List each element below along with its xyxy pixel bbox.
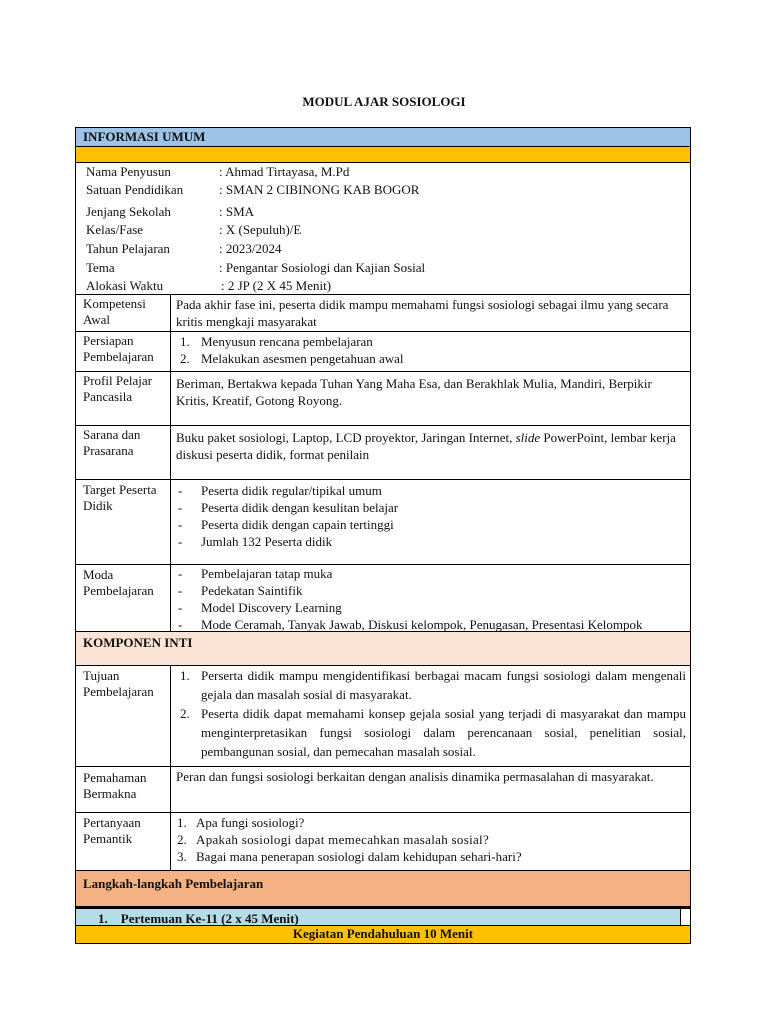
moda-label: Moda Pembelajaran	[76, 565, 171, 631]
persiapan-item: Menyusun rencana pembelajaran	[201, 334, 373, 349]
list-item: 2. Peserta didik dapat memahami konsep gejala sosial yang terjadi di masyarakat dan mampu menginterpretasikan fungsi sosiologi dalam perencanaan sosial, penelitian sosial, pembangunan sosial, dan pemecahan masalah sosial.	[180, 706, 686, 759]
field-value: : SMAN 2 CIBINONG KAB BOGOR	[219, 182, 420, 197]
list-item: 3. Bagai mana penerapan sosiologi dalam kehidupan sehari-hari?	[177, 849, 522, 864]
target-label: Target Peserta Didik	[76, 480, 171, 564]
pertemuan-cell	[76, 909, 681, 925]
field-value: : Ahmad Tirtayasa, M.Pd	[219, 164, 350, 179]
moda-content	[171, 565, 690, 631]
field-value: : 2 JP (2 X 45 Menit)	[221, 278, 332, 293]
profil-label: Profil Pelajar Pancasila	[76, 372, 171, 425]
list-item: 1. Apa fungi sosiologi?	[177, 815, 305, 830]
module-table	[75, 127, 691, 944]
sarana-row	[76, 426, 690, 480]
sarana-text	[171, 426, 690, 479]
field-label: Jenjang Sekolah	[86, 204, 171, 219]
moda-item: Mode Ceramah, Tanyak Jawab, Diskusi kelompok, Penugasan, Presentasi Kelompok	[201, 617, 643, 632]
sarana-text-b: PowerPoint, lembar kerja diskusi peserta didik, format penilain	[176, 430, 676, 462]
list-item: - Mode Ceramah, Tanyak Jawab, Diskusi kelompok, Penugasan, Presentasi Kelompok	[178, 617, 643, 632]
tujuan-item: Perserta didik mampu mengidentifikasi berbagai macam fungsi sosiologi dalam mengenali gejala dan masalah sosial di masyarakat.	[201, 668, 686, 702]
komponen-inti-heading: KOMPONEN INTI	[83, 635, 193, 650]
pertanyaan-item: Bagai mana penerapan sosiologi dalam kehidupan sehari-hari?	[196, 849, 522, 864]
persiapan-list	[176, 333, 686, 367]
kompetensi-awal-text: Pada akhir fase ini, peserta didik mampu memahami fungsi sosiologi sebagai ilmu yang secara kritis mengkaji masyarakat	[176, 297, 669, 329]
persiapan-item: Melakukan asesmen pengetahuan awal	[201, 351, 404, 366]
target-item: Peserta didik regular/tipikal umum	[201, 483, 382, 498]
kompetensi-awal-row	[76, 295, 690, 332]
list-item: - Peserta didik dengan capain tertinggi	[178, 517, 394, 532]
pertanyaan-list	[176, 814, 686, 865]
informasi-umum-fields	[76, 163, 690, 295]
list-item: 2. Apakah sosiologi dapat memecahkan masalah sosial?	[177, 832, 490, 847]
field-label: Nama Penyusun	[86, 164, 171, 179]
pertanyaan-row	[76, 813, 690, 871]
field-value: : SMA	[219, 204, 255, 219]
field-value: : Pengantar Sosiologi dan Kajian Sosial	[219, 260, 426, 275]
list-item: - Model Discovery Learning	[178, 600, 342, 615]
kegiatan-text: Kegiatan Pendahuluan 10 Menit	[292, 926, 474, 941]
list-item: 2. Melakukan asesmen pengetahuan awal	[180, 351, 404, 366]
moda-row	[76, 565, 690, 632]
list-item: - Peserta didik regular/tipikal umum	[178, 483, 382, 498]
target-item: Peserta didik dengan kesulitan belajar	[201, 500, 399, 515]
pemahaman-row	[76, 767, 690, 813]
kompetensi-awal-label: Kompetensi Awal	[76, 295, 171, 331]
informasi-umum-header	[76, 128, 690, 147]
target-list	[176, 482, 686, 550]
moda-item: Pedekatan Saintifik	[201, 583, 303, 598]
moda-list	[176, 565, 686, 633]
pertemuan-text: Pertemuan Ke-11 (2 x 45 Menit)	[120, 911, 299, 926]
persiapan-content	[171, 332, 690, 371]
sarana-text-a: Buku paket sosiologi, Laptop, LCD proyektor, Jaringan Internet,	[176, 430, 516, 445]
field-value: : X (Sepuluh)/E	[219, 222, 302, 237]
moda-item: Pembelajaran tatap muka	[201, 566, 333, 581]
target-row	[76, 480, 690, 565]
tujuan-list	[176, 666, 686, 761]
pemahaman-label: Pemahaman Bermakna	[76, 767, 171, 812]
tujuan-content	[171, 666, 690, 766]
profil-row	[76, 372, 690, 426]
komponen-inti-header	[76, 632, 690, 666]
field-value: : 2023/2024	[219, 241, 282, 256]
target-content	[171, 480, 690, 564]
pertemuan-side-cell	[681, 909, 690, 925]
pertanyaan-content	[171, 813, 690, 870]
list-item: 1. Perserta didik mampu mengidentifikasi berbagai macam fungsi sosiologi dalam mengenali gejala dan masalah sosial di masyarakat.	[180, 668, 686, 702]
field-label: Tema	[86, 260, 115, 275]
list-item: - Peserta didik dengan kesulitan belajar	[178, 500, 399, 515]
list-item: - Pedekatan Saintifik	[178, 583, 303, 598]
field-label: Kelas/Fase	[86, 222, 144, 237]
informasi-umum-heading: INFORMASI UMUM	[83, 129, 206, 144]
pertemuan-number: 1.	[98, 911, 108, 926]
sarana-text-italic: slide	[515, 430, 541, 445]
moda-item: Model Discovery Learning	[201, 600, 342, 615]
list-item: 1. Menyusun rencana pembelajaran	[180, 334, 373, 349]
langkah-heading: Langkah-langkah Pembelajaran	[83, 876, 264, 891]
sarana-label: Sarana dan Prasarana	[76, 426, 171, 479]
pemahaman-text: Peran dan fungsi sosiologi berkaitan dengan analisis dinamika permasalahan di masyarakat.	[176, 769, 654, 784]
pertanyaan-label: Pertanyaan Pemantik	[76, 813, 171, 870]
tujuan-label: Tujuan Pembelajaran	[76, 666, 171, 766]
tujuan-row	[76, 666, 690, 767]
list-item: - Jumlah 132 Peserta didik	[178, 534, 333, 549]
persiapan-row	[76, 332, 690, 372]
list-item: - Pembelajaran tatap muka	[178, 566, 333, 581]
pertanyaan-item: Apa fungi sosiologi?	[196, 815, 305, 830]
langkah-header	[76, 871, 690, 907]
pertemuan-row	[76, 907, 690, 926]
kegiatan-row	[76, 926, 690, 943]
tujuan-item: Peserta didik dapat memahami konsep gejala sosial yang terjadi di masyarakat dan mampu menginterpretasikan fungsi sosiologi dalam perencanaan sosial, penelitian sosial, pembangunan sosial, dan pemecahan masalah sosial.	[201, 706, 686, 759]
field-label: Satuan Pendidikan	[86, 182, 184, 197]
informasi-umum-spacer	[76, 147, 690, 163]
field-label: Tahun Pelajaran	[86, 241, 170, 256]
pertanyaan-item: Apakah sosiologi dapat memecahkan masalah sosial?	[196, 832, 490, 847]
persiapan-label: Persiapan Pembelajaran	[76, 332, 171, 371]
document-title: MODUL AJAR SOSIOLOGI	[302, 94, 466, 109]
target-item: Jumlah 132 Peserta didik	[201, 534, 333, 549]
target-item: Peserta didik dengan capain tertinggi	[201, 517, 394, 532]
profil-text: Beriman, Bertakwa kepada Tuhan Yang Maha Esa, dan Berakhlak Mulia, Mandiri, Berpikir Kritis, Kreatif, Gotong Royong.	[176, 376, 652, 408]
field-label: Alokasi Waktu	[86, 278, 164, 293]
